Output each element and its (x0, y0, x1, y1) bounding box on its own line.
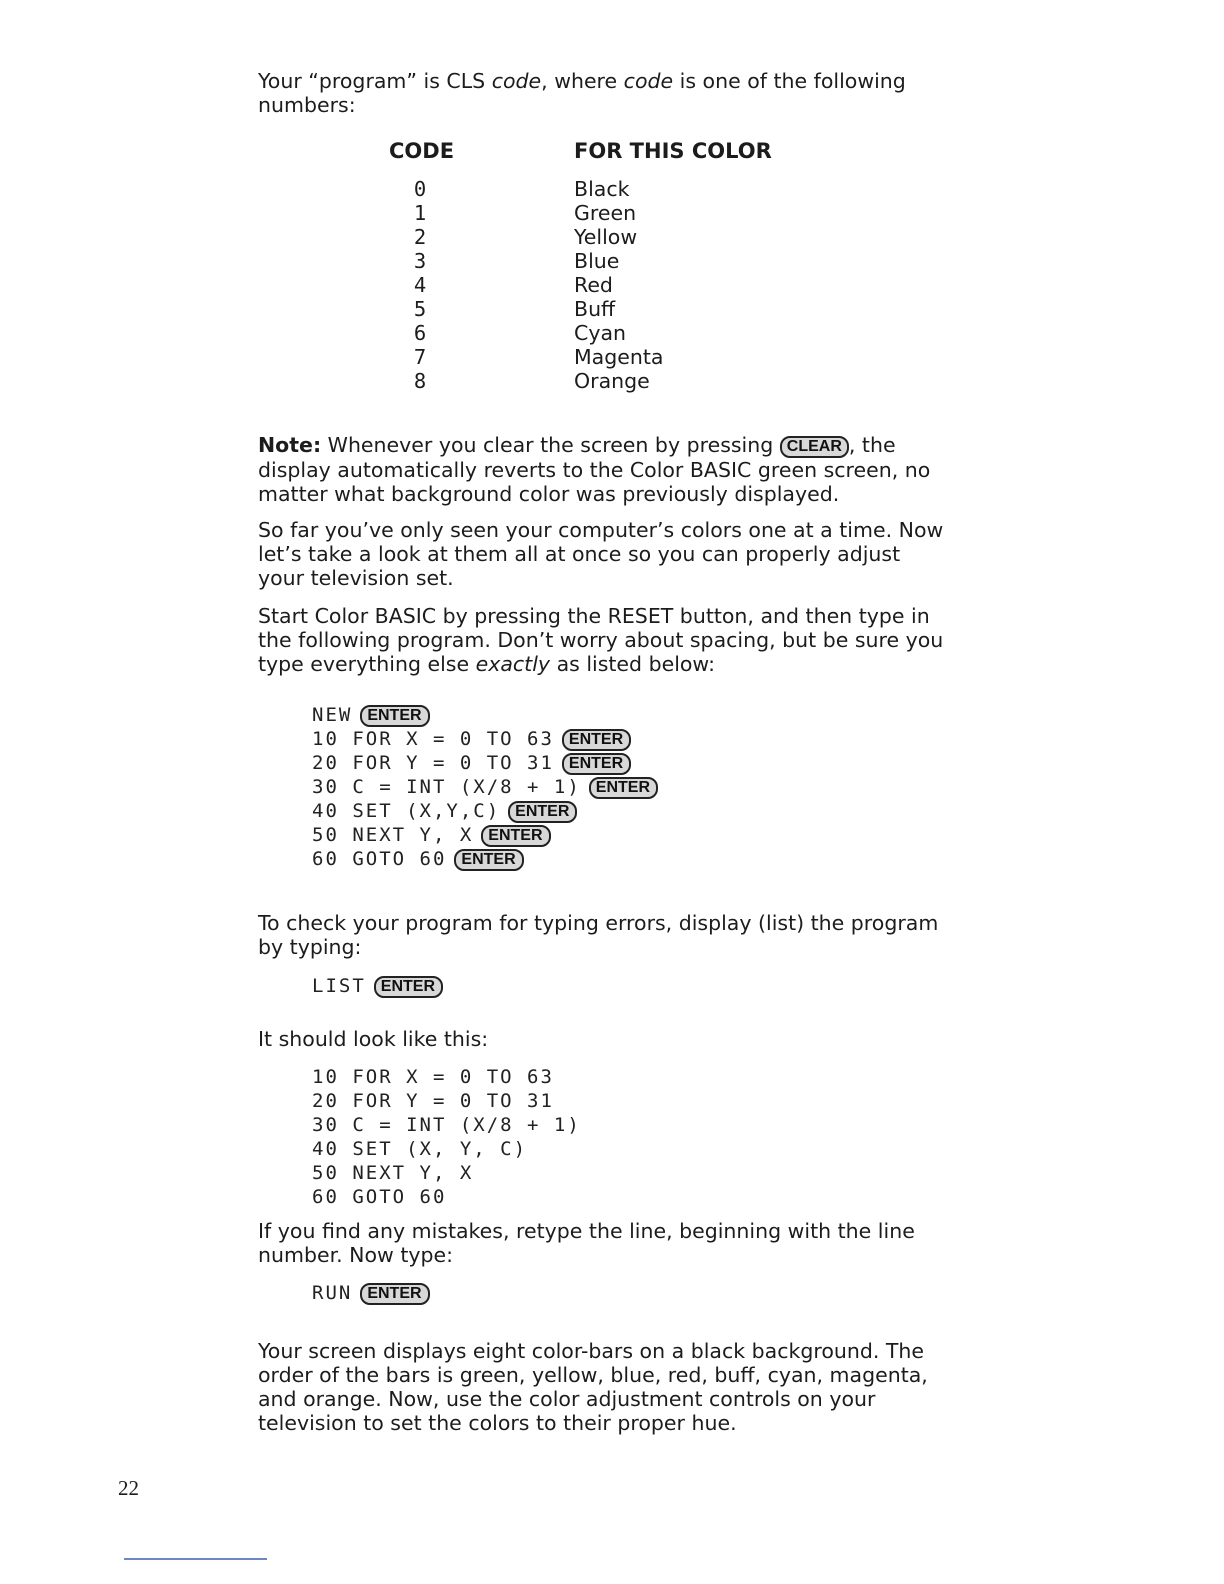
look-paragraph: It should look like this: (258, 1027, 489, 1051)
footer-rule (124, 1558, 267, 1560)
result-paragraph: Your screen displays eight color-bars on a black background. The order of the bars is green, yellow, blue, red, buff, cyan, magenta, and orange. Now, use the color adjustment controls on your television to set the colors to their proper hue. (258, 1339, 928, 1435)
start-paragraph (258, 604, 948, 676)
code-line (312, 1065, 554, 1089)
code-line (312, 1113, 581, 1137)
run-command: RUN (312, 1282, 353, 1304)
color-name: Red (574, 273, 613, 297)
table-row (0, 297, 1224, 321)
enter-key-icon: ENTER (562, 729, 631, 751)
note-paragraph (258, 433, 948, 506)
color-name: Orange (574, 369, 650, 393)
code-value: 8 (413, 369, 427, 393)
enter-key-icon: ENTER (481, 825, 550, 847)
table-row (0, 369, 1224, 393)
color-name: Yellow (574, 225, 638, 249)
table-row (0, 177, 1224, 201)
table-row (0, 273, 1224, 297)
table-row (0, 321, 1224, 345)
code-value: 6 (413, 321, 427, 345)
table-header-code: CODE (389, 139, 455, 163)
table-row (0, 345, 1224, 369)
code-line (312, 751, 631, 775)
clear-key-icon: CLEAR (780, 436, 849, 458)
code-text: 30 C = INT (X/8 + 1) (312, 776, 581, 798)
code-text: 10 FOR X = 0 TO 63 (312, 728, 554, 750)
enter-key-icon: ENTER (360, 1283, 429, 1305)
table-row (0, 225, 1224, 249)
code-text: 50 NEXT Y, X (312, 824, 474, 846)
enter-key-icon: ENTER (562, 753, 631, 775)
code-line (312, 847, 524, 871)
intro-paragraph (258, 69, 948, 117)
start-text-b: as listed below: (550, 652, 715, 676)
code-line (312, 727, 631, 751)
start-text-a: Start Color BASIC by pressing the RESET button, and then type in the following program. Don’t worry about spacing, but be sure you type everything else (258, 604, 944, 676)
color-name: Cyan (574, 321, 627, 345)
code-value: 3 (413, 249, 427, 273)
code-line (312, 1161, 473, 1185)
color-name: Buff (574, 297, 616, 321)
code-line (312, 1089, 554, 1113)
enter-key-icon: ENTER (589, 777, 658, 799)
enter-key-icon: ENTER (360, 705, 429, 727)
intro-code-word-1: code (491, 69, 542, 93)
check-paragraph: To check your program for typing errors, display (list) the program by typing: (258, 911, 939, 959)
code-value: 5 (413, 297, 427, 321)
code-text: 40 SET (X,Y,C) (312, 800, 501, 822)
code-value: 1 (413, 201, 427, 225)
color-name: Black (574, 177, 630, 201)
note-text-a: Whenever you clear the screen by pressing (321, 433, 780, 457)
code-line (312, 775, 658, 799)
code-value: 0 (413, 177, 427, 201)
code-text: NEW (312, 704, 353, 726)
code-text: 60 GOTO 60 (312, 848, 447, 870)
code-line (312, 823, 551, 847)
code-value: 4 (413, 273, 427, 297)
color-name: Green (574, 201, 637, 225)
code-text: 40 SET (X, Y, C) (312, 1138, 528, 1160)
code-line (312, 1137, 527, 1161)
colors-paragraph: So far you’ve only seen your computer’s colors one at a time. Now let’s take a look at them all at once so you can properly adjust your television set. (258, 518, 944, 590)
enter-key-icon: ENTER (508, 801, 577, 823)
run-command-line (312, 1281, 430, 1305)
code-line (312, 703, 430, 727)
enter-key-icon: ENTER (374, 976, 443, 998)
note-text-b: , the display automatically reverts to the Color BASIC green screen, no matter what background color was previously displayed. (258, 433, 931, 506)
intro-text-b: , where (541, 69, 624, 93)
code-text: 20 FOR Y = 0 TO 31 (312, 1090, 554, 1112)
code-text: 10 FOR X = 0 TO 63 (312, 1066, 554, 1088)
mistakes-paragraph: If you find any mistakes, retype the line, beginning with the line number. Now type: (258, 1219, 915, 1267)
enter-key-icon: ENTER (454, 849, 523, 871)
table-row (0, 249, 1224, 273)
list-command: LIST (312, 975, 366, 997)
code-value: 7 (413, 345, 427, 369)
note-label: Note: (258, 433, 322, 457)
code-text: 60 GOTO 60 (312, 1186, 447, 1208)
color-name: Magenta (574, 345, 664, 369)
intro-code-word-2: code (623, 69, 674, 93)
start-emphasis: exactly (475, 652, 551, 676)
code-text: 20 FOR Y = 0 TO 31 (312, 752, 554, 774)
code-value: 2 (413, 225, 427, 249)
list-command-line (312, 974, 443, 998)
code-text: 30 C = INT (X/8 + 1) (312, 1114, 581, 1136)
intro-text-c: is one of the following numbers: (258, 69, 906, 117)
table-header-color: FOR THIS COLOR (574, 139, 772, 163)
table-row (0, 201, 1224, 225)
page-number: 22 (118, 1476, 139, 1500)
code-line (312, 799, 577, 823)
intro-text-a: Your “program” is CLS (258, 69, 492, 93)
code-line (312, 1185, 446, 1209)
code-text: 50 NEXT Y, X (312, 1162, 474, 1184)
color-name: Blue (574, 249, 620, 273)
